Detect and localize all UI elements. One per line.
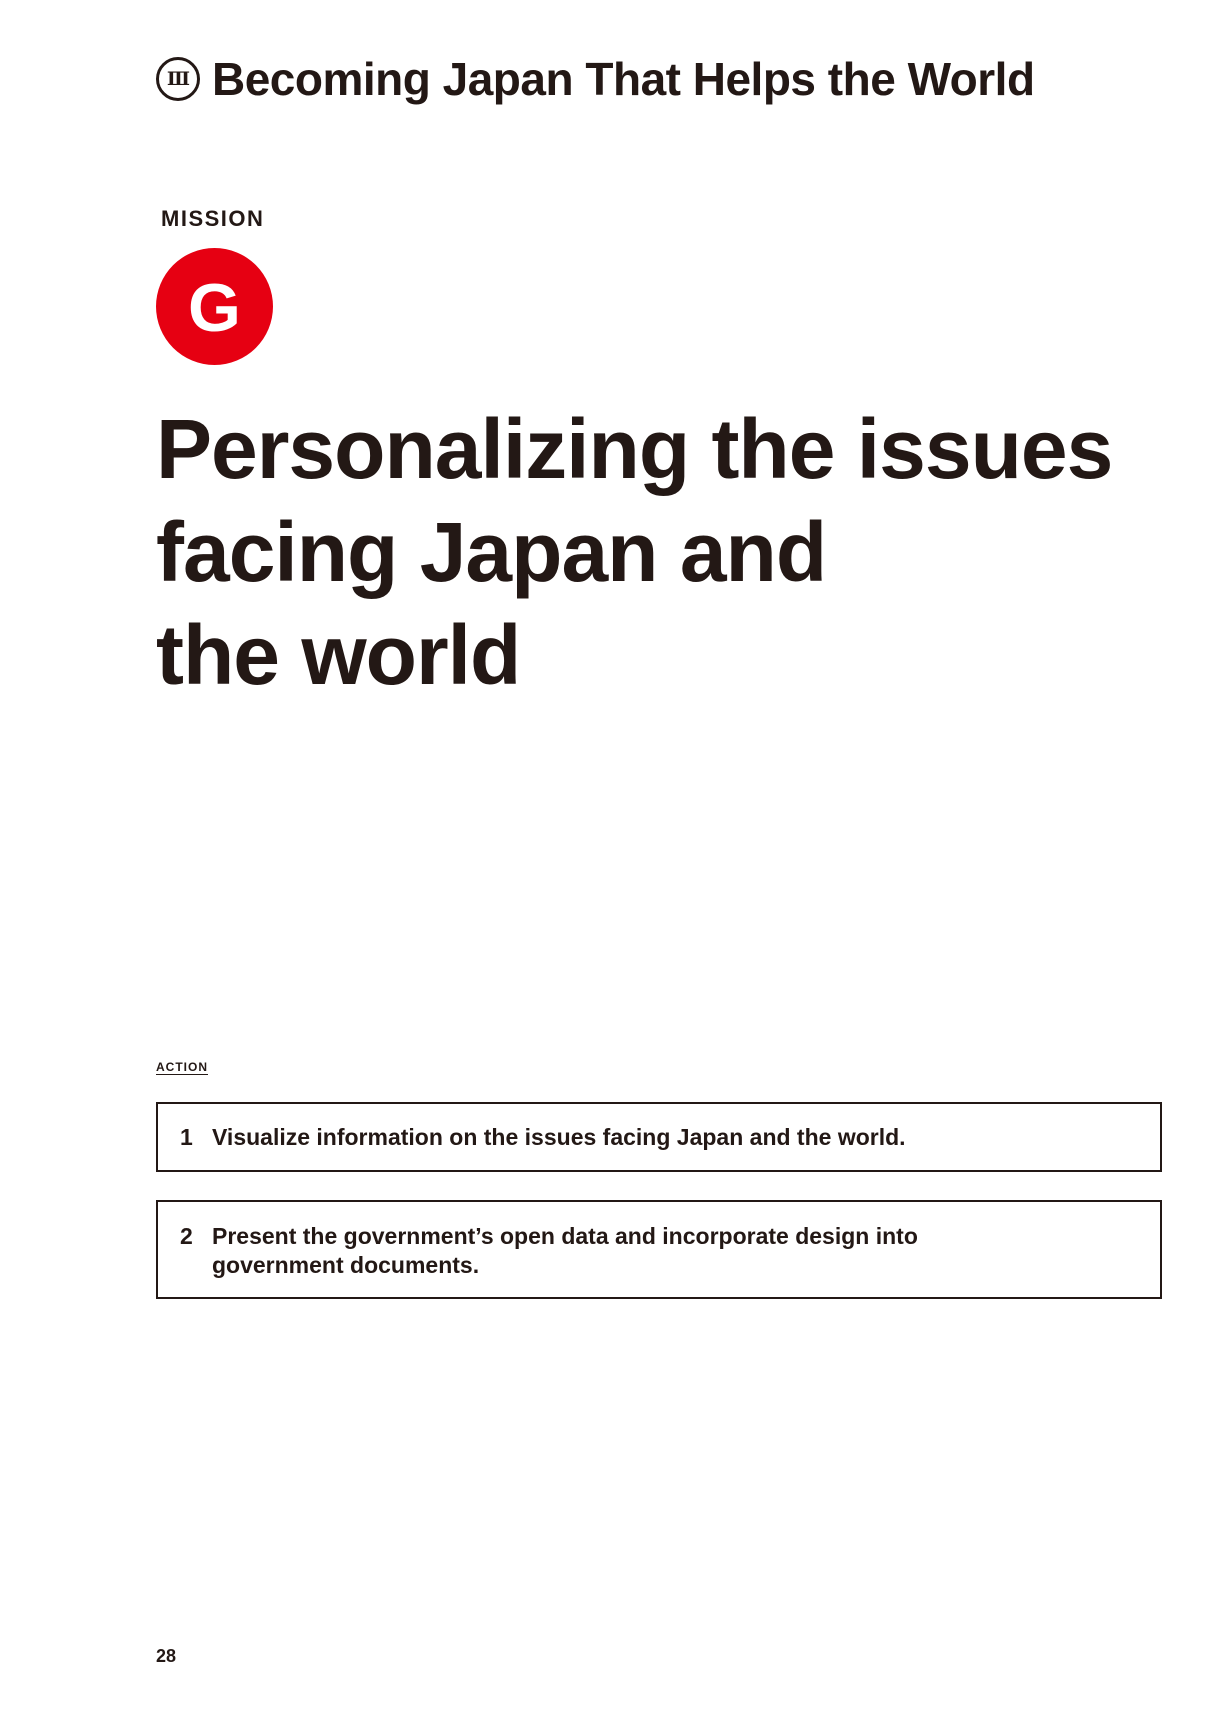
action-item [156,1102,1162,1172]
action-text: Present the government’s open data and incorporate design into government documents. [212,1223,918,1278]
mission-title [156,398,1156,707]
mission-title-line: Personalizing the issues [156,402,1113,496]
mission-title-line: facing Japan and [156,505,827,599]
mission-label: MISSION [161,206,265,231]
action-item [156,1200,1162,1299]
mission-title-line: the world [156,608,521,702]
page-number: 28 [156,1646,177,1666]
action-number: 2 [180,1223,193,1249]
mission-letter: G [188,269,241,346]
chapter-numeral-badge: Ⅲ [156,57,200,101]
chapter-title: Becoming Japan That Helps the World [212,53,1035,105]
action-number: 1 [180,1124,193,1150]
mission-letter-badge [156,248,273,365]
chapter-header [156,53,1035,105]
action-label: ACTION [156,1060,208,1074]
action-text: Visualize information on the issues facing Japan and the world. [212,1124,906,1150]
